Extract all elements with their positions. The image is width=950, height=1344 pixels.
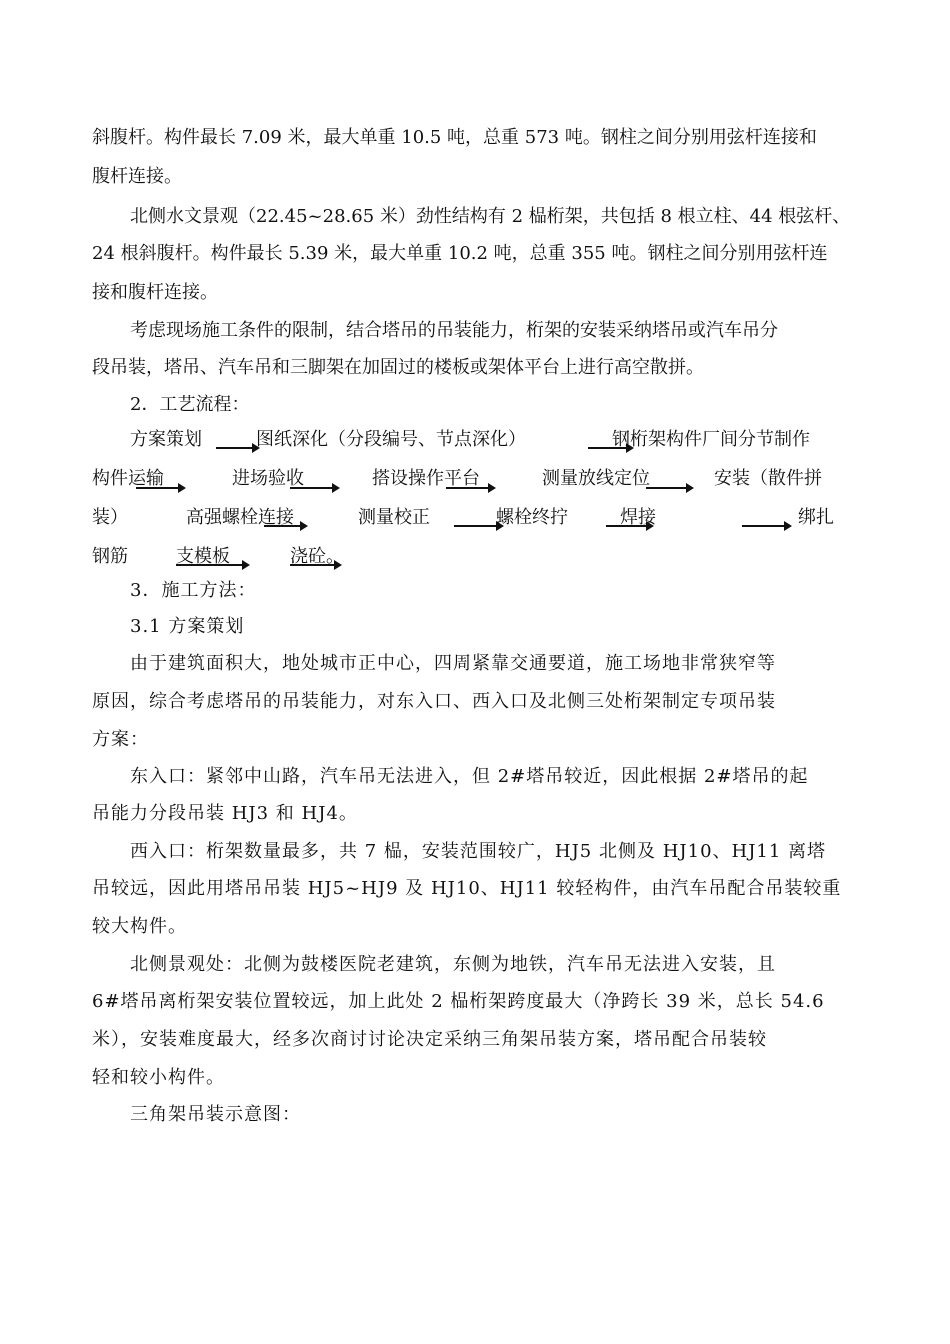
flow-arrow: [216, 447, 258, 449]
paragraph-line: 吊较远，因此用塔吊吊装 HJ5~HJ9 及 HJ10、HJ11 较轻构件，由汽车吊配合吊装较重: [92, 878, 842, 899]
section-heading: 2．工艺流程：: [130, 394, 250, 415]
subsection-heading: 3.1 方案策划: [130, 616, 245, 637]
flow-step: 钢桁架构件厂间分节制作: [612, 429, 810, 450]
section-heading: 3．施工方法：: [130, 580, 257, 601]
flow-arrow: [446, 487, 494, 489]
flow-arrow: [136, 487, 184, 489]
flow-arrow: [646, 487, 692, 489]
paragraph-line: 24 根斜腹杆。构件最长 5.39 米，最大单重 10.2 吨，总重 355 吨。钢柱之间分别用弦杆连: [92, 243, 828, 264]
paragraph-line: 腹杆连接。: [92, 166, 182, 187]
flow-step: 搭设操作平台: [372, 468, 480, 489]
process-flow-row: [92, 545, 852, 569]
paragraph-line: 吊能力分段吊装 HJ3 和 HJ4。: [92, 803, 358, 824]
flow-arrow: [742, 525, 790, 527]
flow-step: 支模板: [176, 546, 230, 567]
paragraph-line: 斜腹杆。构件最长 7.09 米，最大单重 10.5 吨，总重 573 吨。钢柱之间分别用弦杆连接和: [92, 127, 817, 148]
flow-step: 装）: [92, 507, 128, 528]
process-flow-row: [92, 428, 852, 452]
paragraph-line: 北侧水文景观（22.45~28.65 米）劲性结构有 2 榀桁架，共包括 8 根立柱、44 根弦杆、: [130, 206, 851, 227]
flow-step: 图纸深化（分段编号、节点深化）: [256, 429, 526, 450]
paragraph-line: 东入口：紧邻中山路，汽车吊无法进入，但 2#塔吊较近，因此根据 2#塔吊的起: [130, 766, 809, 787]
flow-step: 方案策划: [130, 429, 202, 450]
flow-step: 测量校正: [358, 507, 430, 528]
paragraph-line: 考虑现场施工条件的限制，结合塔吊的吊装能力，桁架的安装采纳塔吊或汽车吊分: [130, 320, 778, 341]
flow-step: 构件运输: [92, 468, 164, 489]
paragraph-line: 接和腹杆连接。: [92, 282, 218, 303]
paragraph-line: 轻和较小构件。: [92, 1067, 225, 1088]
paragraph-line: 北侧景观处：北侧为鼓楼医院老建筑，东侧为地铁，汽车吊无法进入安装，且: [130, 954, 776, 975]
paragraph-line: 由于建筑面积大，地处城市正中心，四周紧靠交通要道，施工场地非常狭窄等: [130, 653, 776, 674]
flow-step: 安装（散件拼: [714, 468, 822, 489]
flow-step: 浇砼。: [290, 546, 344, 567]
flow-step: 绑扎: [798, 507, 834, 528]
paragraph-line: 方案：: [92, 729, 149, 750]
figure-caption: 三角架吊装示意图：: [130, 1104, 301, 1125]
process-flow-row: [92, 506, 852, 530]
paragraph-line: 西入口：桁架数量最多，共 7 榀，安装范围较广，HJ5 北侧及 HJ10、HJ11 离塔: [130, 841, 827, 862]
paragraph-line: 较大构件。: [92, 916, 187, 937]
process-flow-row: [92, 467, 852, 491]
flow-step: 螺栓终拧: [496, 507, 568, 528]
flow-step: 钢筋: [92, 546, 128, 567]
flow-step: 进场验收: [232, 468, 304, 489]
paragraph-line: 段吊装，塔吊、汽车吊和三脚架在加固过的楼板或架体平台上进行高空散拼。: [92, 357, 704, 378]
paragraph-line: 原因，综合考虑塔吊的吊装能力，对东入口、西入口及北侧三处桁架制定专项吊装: [92, 691, 776, 712]
flow-arrow: [264, 525, 306, 527]
flow-step: 焊接: [620, 507, 656, 528]
paragraph-line: 米），安装难度最大，经多次商讨讨论决定采纳三角架吊装方案，塔吊配合吊装较: [92, 1029, 767, 1050]
flow-arrow: [290, 487, 338, 489]
flow-arrow: [454, 525, 502, 527]
flow-step: 高强螺栓连接: [186, 507, 294, 528]
paragraph-line: 6#塔吊离桁架安装位置较远，加上此处 2 榀桁架跨度最大（净跨长 39 米，总长 54.6: [92, 991, 825, 1012]
flow-step: 测量放线定位: [542, 468, 650, 489]
